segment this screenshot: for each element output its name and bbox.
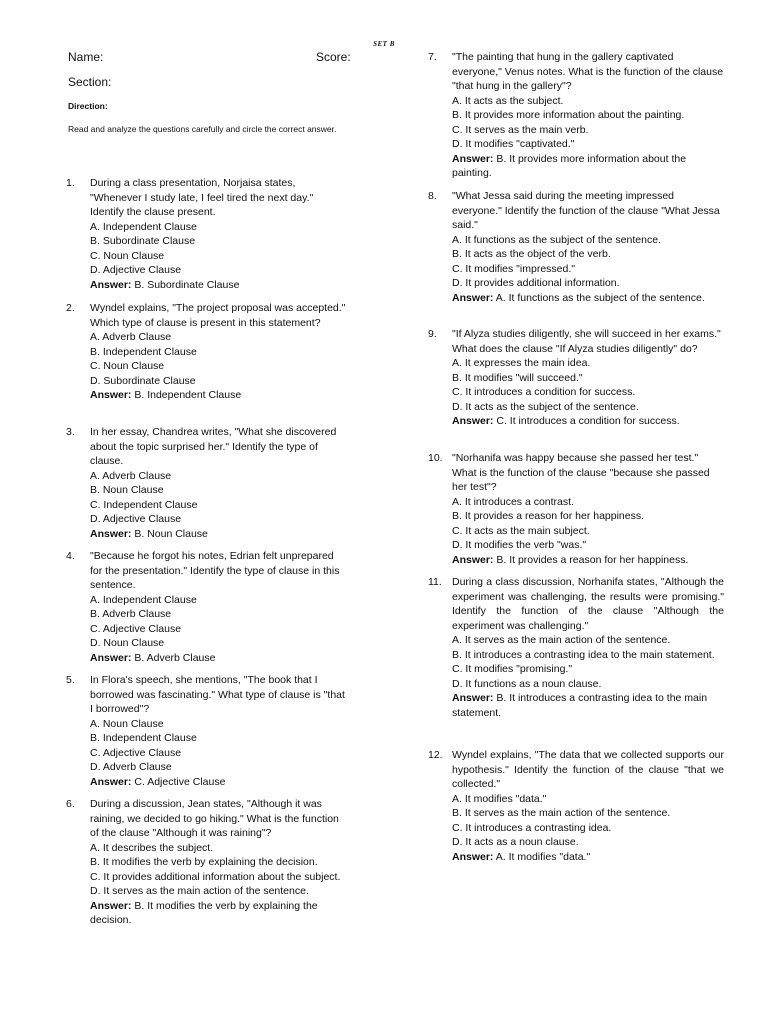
- question-text: In her essay, Chandrea writes, "What she discovered about the topic surprised her." Identify the type of clause.: [90, 426, 337, 467]
- answer-value: B. Noun Clause: [134, 527, 208, 540]
- question-item: [428, 451, 724, 567]
- answer-line: [452, 850, 724, 865]
- option-b: B. It provides a reason for her happiness.: [452, 510, 645, 522]
- option-b: B. It serves as the main action of the sentence.: [452, 807, 671, 819]
- question-number: 9.: [428, 328, 437, 340]
- question-number: 2.: [66, 302, 75, 314]
- answer-value: C. It introduces a condition for success.: [496, 415, 680, 427]
- answer-value: B. It modifies the verb by explaining the decision.: [90, 899, 318, 926]
- option-c: C. Noun Clause: [90, 360, 165, 372]
- option-b: B. It modifies the verb by explaining the decision.: [90, 856, 318, 868]
- answer-value: A. It functions as the subject of the sentence.: [495, 291, 705, 304]
- option-d: D. Adjective Clause: [90, 513, 182, 525]
- answer-label: Answer:: [452, 152, 494, 165]
- answer-value: B. It provides a reason for her happiness.: [496, 553, 689, 566]
- option-a: A. It acts as the subject.: [452, 94, 564, 107]
- option-d: D. It provides additional information.: [452, 277, 620, 289]
- option-d: D. It acts as a noun clause.: [452, 836, 579, 848]
- question-text: "What Jessa said during the meeting impressed everyone." Identify the function of the clause "What Jessa said.": [452, 190, 720, 231]
- answer-line: [90, 388, 348, 403]
- question-text: In Flora's speech, she mentions, "The book that I borrowed was fascinating." What type of clause is "that I borrowed"?: [90, 674, 345, 715]
- score-label: Score:: [316, 50, 351, 64]
- question-number: 5.: [66, 674, 75, 686]
- option-a: A. It expresses the main idea.: [452, 357, 591, 369]
- answer-label: Answer:: [90, 775, 132, 788]
- option-a: A. It modifies "data.": [452, 792, 547, 805]
- answer-label: Answer:: [90, 651, 132, 664]
- option-d: D. It acts as the subject of the sentence.: [452, 400, 639, 413]
- answer-line: [452, 414, 724, 429]
- question-text: "If Alyza studies diligently, she will succeed in her exams." What does the clause "If Alyza studies diligently" do?: [452, 328, 721, 355]
- option-b: B. It provides more information about the painting.: [452, 109, 685, 121]
- option-c: C. It introduces a condition for success.: [452, 386, 636, 398]
- answer-label: Answer:: [90, 278, 132, 291]
- option-a: A. Adverb Clause: [90, 331, 172, 343]
- option-d: D. Noun Clause: [90, 637, 165, 649]
- question-text: "Norhanifa was happy because she passed her test." What is the function of the clause "because she passed her test"?: [452, 452, 710, 493]
- option-b: B. It introduces a contrasting idea to the main statement.: [452, 648, 715, 661]
- option-d: D. It serves as the main action of the sentence.: [90, 885, 309, 897]
- option-a: A. It functions as the subject of the sentence.: [452, 233, 661, 246]
- question-number: 7.: [428, 51, 437, 63]
- question-item: [428, 748, 724, 864]
- question-item: [428, 50, 724, 181]
- option-c: C. Adjective Clause: [90, 622, 182, 635]
- option-b: B. Subordinate Clause: [90, 235, 196, 247]
- option-a: A. Independent Clause: [90, 220, 197, 233]
- section-label: Section:: [68, 75, 112, 89]
- option-d: D. Subordinate Clause: [90, 374, 196, 387]
- question-text: During a discussion, Jean states, "Although it was raining, we decided to go hiking." What is the function of the clause "Although it was raining"?: [90, 798, 339, 839]
- question-text: "The painting that hung in the gallery captivated everyone," Venus notes. What is the function of the clause "that hung in the gallery"?: [452, 51, 724, 92]
- answer-label: Answer:: [452, 553, 494, 566]
- option-d: D. It functions as a noun clause.: [452, 677, 602, 690]
- question-number: 11.: [428, 576, 442, 588]
- option-d: D. It modifies "captivated.": [452, 138, 575, 150]
- answer-label: Answer:: [452, 291, 494, 304]
- answer-label: Answer:: [452, 692, 494, 704]
- answer-value: B. It provides more information about the painting.: [452, 152, 687, 179]
- question-number: 6.: [66, 798, 75, 810]
- answer-label: Answer:: [90, 527, 132, 540]
- answer-label: Answer:: [452, 850, 494, 863]
- answer-line: [452, 691, 724, 720]
- question-number: 1.: [66, 177, 75, 189]
- answer-label: Answer:: [90, 389, 132, 401]
- option-c: C. It acts as the main subject.: [452, 524, 590, 537]
- question-item: [66, 176, 348, 292]
- option-c: C. It serves as the main verb.: [452, 123, 589, 136]
- question-item: [66, 549, 348, 665]
- answer-label: Answer:: [90, 899, 132, 912]
- option-b: B. It modifies "will succeed.": [452, 371, 583, 384]
- option-b: B. Adverb Clause: [90, 608, 172, 620]
- question-text: "Because he forgot his notes, Edrian felt unprepared for the presentation." Identify the type of clause in this sentence.: [90, 550, 340, 591]
- option-a: A. It describes the subject.: [90, 841, 214, 854]
- option-a: A. Independent Clause: [90, 593, 197, 606]
- question-text: During a class presentation, Norjaisa states, "Whenever I study late, I feel tired the next day." Identify the clause present.: [90, 177, 314, 218]
- option-a: A. Adverb Clause: [90, 469, 172, 482]
- question-text: Wyndel explains, "The data that we collected supports our hypothesis." Identify the function of the clause "that we collected.": [452, 749, 724, 790]
- question-number: 4.: [66, 550, 75, 562]
- direction-label: Direction:: [68, 101, 108, 111]
- option-d: D. Adjective Clause: [90, 264, 182, 276]
- option-c: C. It introduces a contrasting idea.: [452, 821, 612, 834]
- answer-value: B. It introduces a contrasting idea to the main statement.: [452, 692, 708, 719]
- option-b: B. Noun Clause: [90, 484, 164, 496]
- question-text: Wyndel explains, "The project proposal was accepted." Which type of clause is present in this statement?: [90, 302, 346, 329]
- option-a: A. It serves as the main action of the sentence.: [452, 634, 671, 646]
- option-a: A. It introduces a contrast.: [452, 495, 574, 508]
- answer-line: [452, 553, 724, 568]
- question-number: 3.: [66, 426, 75, 438]
- option-b: B. Independent Clause: [90, 732, 197, 744]
- question-item: [66, 797, 348, 928]
- answer-label: Answer:: [452, 415, 494, 427]
- option-c: C. It provides additional information about the subject.: [90, 870, 341, 883]
- option-d: D. Adverb Clause: [90, 761, 172, 773]
- answer-line: [90, 527, 348, 542]
- option-d: D. It modifies the verb "was.": [452, 539, 587, 551]
- answer-value: B. Adverb Clause: [134, 651, 216, 664]
- question-text: During a class discussion, Norhanifa states, "Although the experiment was challenging, the results were promising." Identify the function of the clause "Although the experiment was challenging.": [452, 576, 724, 632]
- option-c: C. It modifies "promising.": [452, 663, 573, 675]
- name-label: Name:: [68, 50, 104, 64]
- question-number: 10.: [428, 452, 443, 464]
- option-a: A. Noun Clause: [90, 717, 164, 730]
- question-item: [66, 301, 348, 403]
- question-number: 8.: [428, 190, 437, 202]
- answer-line: [90, 651, 348, 666]
- question-number: 12.: [428, 749, 443, 761]
- option-c: C. Noun Clause: [90, 249, 165, 262]
- option-b: B. Independent Clause: [90, 345, 197, 358]
- direction-text: Read and analyze the questions carefully and circle the correct answer.: [68, 124, 337, 134]
- question-item: [428, 575, 724, 720]
- question-item: [66, 673, 348, 789]
- question-item: [66, 425, 348, 541]
- answer-line: [452, 152, 724, 181]
- option-b: B. It acts as the object of the verb.: [452, 248, 611, 260]
- answer-value: A. It modifies "data.": [495, 850, 591, 863]
- option-c: C. Independent Clause: [90, 498, 198, 511]
- question-item: [428, 189, 724, 305]
- question-item: [428, 327, 724, 429]
- answer-line: [90, 278, 348, 293]
- answer-value: B. Subordinate Clause: [134, 278, 240, 291]
- answer-value: C. Adjective Clause: [134, 775, 226, 788]
- answer-line: [452, 291, 724, 306]
- option-c: C. Adjective Clause: [90, 746, 182, 759]
- answer-value: B. Independent Clause: [134, 389, 242, 401]
- answer-line: [90, 899, 348, 928]
- option-c: C. It modifies "impressed.": [452, 262, 575, 275]
- set-label: SET B: [373, 40, 395, 48]
- answer-line: [90, 775, 348, 790]
